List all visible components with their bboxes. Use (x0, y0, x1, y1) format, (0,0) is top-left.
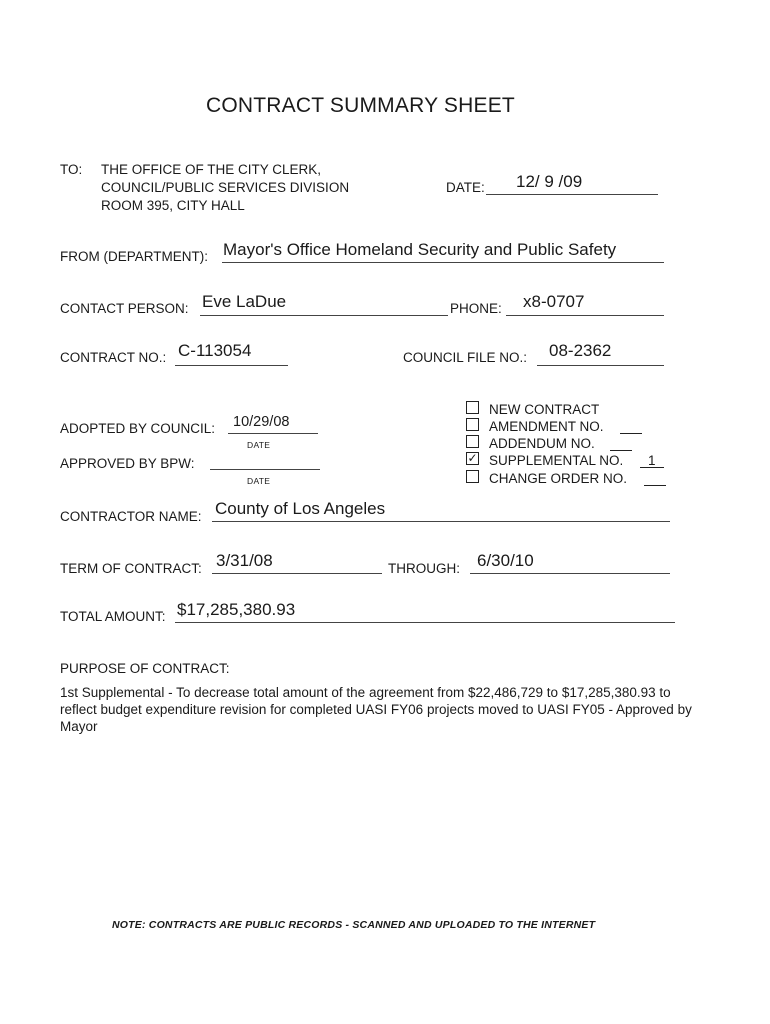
approved-label: APPROVED BY BPW: (60, 456, 195, 471)
amendment-checkbox[interactable] (466, 418, 479, 431)
council-file-label: COUNCIL FILE NO.: (403, 350, 528, 365)
phone-value: x8-0707 (523, 292, 585, 311)
date-label: DATE: (446, 180, 485, 195)
contractor-name-label: CONTRACTOR NAME: (60, 509, 202, 524)
from-department-value: Mayor's Office Homeland Security and Public Safety (223, 240, 617, 259)
supplemental-checkbox[interactable] (466, 452, 479, 465)
contract-no-value: C-113054 (178, 341, 252, 360)
contact-person-label: CONTACT PERSON: (60, 301, 189, 316)
addendum-checkbox[interactable] (466, 435, 479, 448)
check-mark-icon: ✓ (467, 451, 478, 465)
purpose-text: 1st Supplemental - To decrease total amount of the agreement from $22,486,729 to $17,285,380.93 to reflect budget expenditure revision for completed UASI FY06 projects moved to UASI FY05 - Approved by Mayor (60, 685, 692, 734)
addendum-no-blank (610, 450, 632, 451)
phone-label: PHONE: (450, 301, 502, 316)
contractor-underline (212, 521, 670, 522)
amendment-no-blank (620, 433, 642, 434)
total-amount-label: TOTAL AMOUNT: (60, 609, 166, 624)
term-label: TERM OF CONTRACT: (60, 561, 202, 576)
date-underline (486, 194, 658, 195)
new-contract-label: NEW CONTRACT (489, 402, 600, 417)
to-line-1: THE OFFICE OF THE CITY CLERK, (101, 162, 322, 177)
council-file-underline (537, 365, 664, 366)
adopted-date-value: 10/29/08 (233, 414, 290, 430)
phone-underline (506, 315, 664, 316)
contractor-name-value: County of Los Angeles (215, 499, 386, 518)
change-order-label: CHANGE ORDER NO. (489, 471, 628, 486)
term-start-value: 3/31/08 (216, 551, 273, 570)
adopted-date-sublabel: DATE (247, 440, 271, 450)
footer-note: NOTE: CONTRACTS ARE PUBLIC RECORDS - SCANNED AND UPLOADED TO THE INTERNET (112, 919, 596, 931)
contract-no-underline (175, 365, 288, 366)
to-label: TO: (60, 162, 83, 177)
approved-date-sublabel: DATE (247, 476, 271, 486)
supplemental-no-blank (640, 467, 664, 468)
total-amount-value: $17,285,380.93 (177, 600, 296, 619)
contact-underline (200, 315, 448, 316)
purpose-label: PURPOSE OF CONTRACT: (60, 661, 230, 676)
to-line-2: COUNCIL/PUBLIC SERVICES DIVISION (101, 180, 350, 195)
date-value: 12/ 9 /09 (516, 172, 583, 191)
through-label: THROUGH: (388, 561, 460, 576)
adopted-underline (228, 433, 318, 434)
amendment-label: AMENDMENT NO. (489, 419, 604, 434)
addendum-label: ADDENDUM NO. (489, 436, 595, 451)
council-file-value: 08-2362 (549, 341, 612, 360)
approved-underline (210, 469, 320, 470)
from-label: FROM (DEPARTMENT): (60, 249, 208, 264)
change-order-no-blank (644, 485, 666, 486)
adopted-label: ADOPTED BY COUNCIL: (60, 421, 216, 436)
to-line-3: ROOM 395, CITY HALL (101, 198, 245, 213)
from-underline (222, 262, 664, 263)
term-end-value: 6/30/10 (477, 551, 534, 570)
through-underline (470, 573, 670, 574)
contract-no-label: CONTRACT NO.: (60, 350, 167, 365)
total-amount-underline (175, 622, 675, 623)
page-title: CONTRACT SUMMARY SHEET (206, 94, 515, 117)
supplemental-no-value: 1 (648, 453, 656, 468)
supplemental-label: SUPPLEMENTAL NO. (489, 453, 624, 468)
term-underline (212, 573, 382, 574)
contact-person-value: Eve LaDue (202, 292, 287, 311)
new-contract-checkbox[interactable] (466, 401, 479, 414)
change-order-checkbox[interactable] (466, 470, 479, 483)
